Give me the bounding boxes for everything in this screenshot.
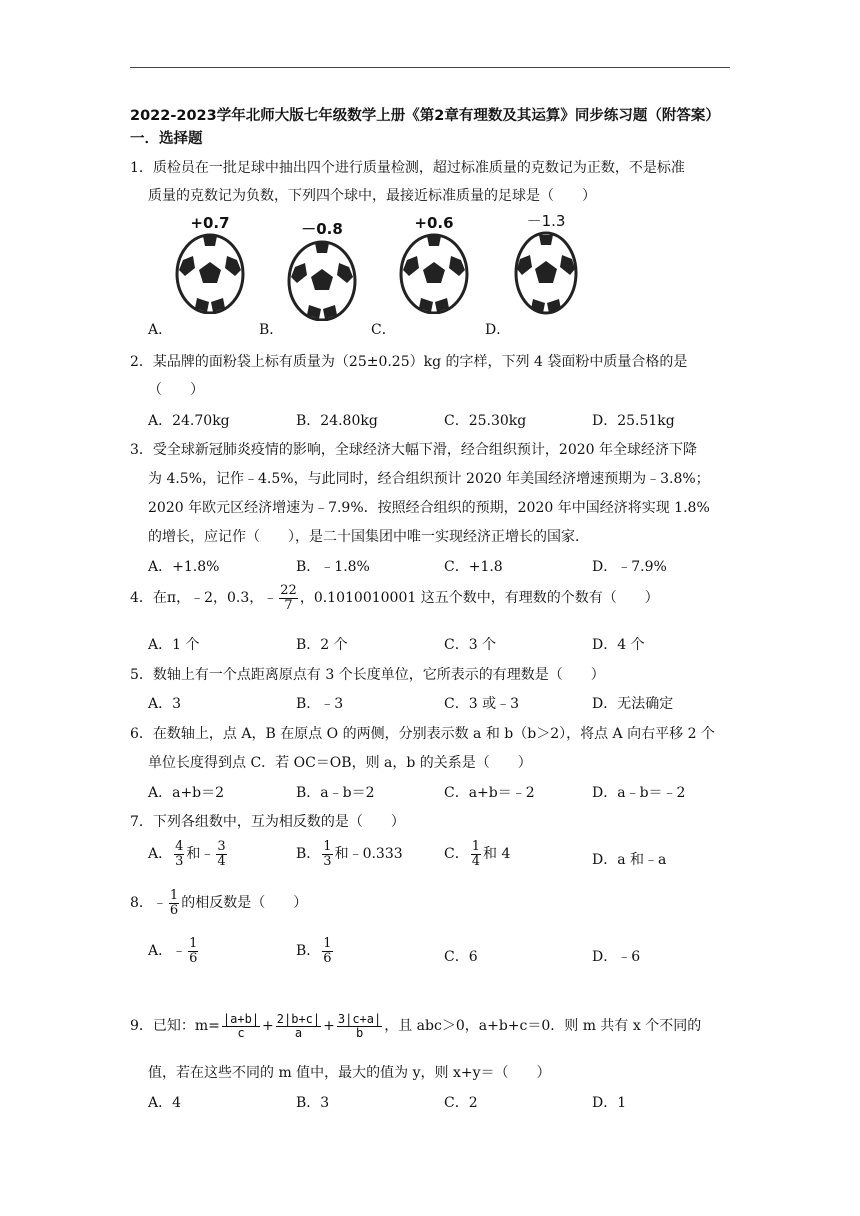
ball-b-label: －0.8 [301, 220, 343, 238]
ball-b [282, 218, 362, 325]
q6-option-d[interactable]: D．a﹣b＝﹣2 [592, 785, 686, 801]
q2-option-d[interactable]: D．25.51kg [592, 413, 675, 429]
q3-line4: 的增长，应记作（ ），是二十国集团中唯一实现经济正增长的国家． [148, 529, 589, 545]
q4-option-b[interactable]: B．2 个 [296, 637, 348, 653]
q8-pre: 8．﹣ [130, 895, 167, 912]
frac-num: 1 [471, 839, 480, 854]
q4-option-a[interactable]: A．1 个 [148, 637, 200, 653]
q7-line1: 7．下列各组数中，互为相反数的是（ ） [130, 814, 405, 830]
q7-a-mid: 和﹣ [186, 846, 215, 863]
q7-b-post: 和﹣0.333 [334, 846, 403, 863]
ball-a-label: +0.7 [190, 214, 230, 232]
q8-option-d[interactable] [592, 946, 640, 966]
soccer-ball-icon [175, 232, 245, 314]
q5-option-d[interactable]: D．无法确定 [592, 696, 674, 712]
frac-num: 1 [169, 888, 179, 903]
q7-d-label: D． [592, 852, 618, 868]
soccer-ball-icon [513, 231, 579, 315]
q8-line [130, 889, 307, 917]
q8-d-label: D． [592, 949, 618, 965]
q8-fraction [169, 889, 179, 917]
ball-d [506, 210, 586, 319]
frac-num: 1 [323, 839, 332, 854]
q9-frac3 [337, 1013, 382, 1039]
frac-den: 4 [217, 853, 226, 869]
document-title: 2022-2023学年北师大版七年级数学上册《第2章有理数及其运算》同步练习题（附答案） [130, 108, 720, 124]
q1-option-d[interactable]: D． [485, 322, 511, 338]
q7-b-label: B． [296, 846, 321, 863]
q9-pre: 9．已知：m= [130, 1018, 220, 1035]
q7-b-frac [322, 840, 332, 868]
frac-den: 6 [169, 902, 179, 918]
frac-num: 1 [323, 936, 332, 951]
q3-option-d[interactable]: D．﹣7.9% [592, 559, 667, 575]
q9-option-c[interactable]: C．2 [444, 1095, 478, 1111]
frac-den: c [237, 1025, 245, 1040]
q5-option-c[interactable]: C．3 或﹣3 [444, 696, 519, 712]
q7-option-a[interactable] [148, 840, 229, 868]
q8-option-b[interactable] [296, 937, 335, 965]
frac-den: b [355, 1025, 364, 1040]
frac-num: 2|b+c| [276, 1012, 321, 1026]
q8-c-text: 6 [468, 949, 478, 965]
frac-den: a [294, 1025, 303, 1040]
q4-post: ，0.1010010001 这五个数中，有理数的个数有（ ） [299, 590, 659, 607]
q9-option-b[interactable]: B．3 [296, 1095, 330, 1111]
frac-den: 3 [323, 853, 332, 869]
q1-option-a[interactable]: A． [148, 322, 173, 338]
q7-a-label: A． [148, 846, 173, 863]
q1-line2: 质量的克数记为负数，下列四个球中，最接近标准质量的足球是（ ） [148, 188, 596, 204]
q1-line1: 1．质检员在一批足球中抽出四个进行质量检测，超过标准质量的克数记为正数，不是标准 [130, 160, 685, 176]
header-rule [130, 67, 730, 68]
q9-plus1: + [262, 1018, 274, 1035]
q7-c-post: 和 4 [483, 846, 511, 863]
q6-option-a[interactable]: A．a+b＝2 [148, 785, 225, 801]
q7-a-frac2 [216, 840, 226, 868]
q8-option-a[interactable] [148, 937, 200, 965]
ball-c [394, 214, 474, 318]
q8-option-c[interactable] [444, 946, 478, 966]
q7-c-label: C． [444, 846, 469, 863]
q4-line [130, 584, 659, 612]
soccer-ball-icon [287, 239, 357, 321]
frac-den: 6 [323, 950, 332, 966]
q8-b-label: B． [296, 943, 321, 960]
q2-option-a[interactable]: A．24.70kg [148, 413, 230, 429]
q4-option-d[interactable]: D．4 个 [592, 637, 645, 653]
frac-num: 3 [217, 839, 226, 854]
q4-pre: 4．在π，﹣2，0.3，﹣ [130, 590, 278, 607]
frac-num: 4 [175, 839, 184, 854]
q2-option-b[interactable]: B．24.80kg [296, 413, 378, 429]
soccer-ball-icon [399, 232, 469, 314]
q7-option-b[interactable] [296, 840, 403, 868]
q9-line2: 值，若在这些不同的 m 值中，最大的值为 y，则 x+y＝（ ） [148, 1065, 551, 1081]
frac-num: |a+b| [222, 1012, 260, 1026]
q9-post: ，且 abc＞0，a+b+c＝0．则 m 共有 x 个不同的 [384, 1018, 702, 1035]
q8-b-frac [322, 937, 332, 965]
q8-a-pre: ﹣ [172, 943, 187, 960]
q7-option-c[interactable] [444, 840, 510, 868]
section-heading: 一．选择题 [130, 131, 203, 147]
q5-line1: 5．数轴上有一个点距离原点有 3 个长度单位，它所表示的有理数是（ ） [130, 667, 605, 683]
q3-line1: 3．受全球新冠肺炎疫情的影响，全球经济大幅下滑，经合组织预计，2020 年全球经济下降 [130, 442, 697, 458]
q3-option-b[interactable]: B．﹣1.8% [296, 559, 370, 575]
q3-option-c[interactable]: C．+1.8 [444, 559, 503, 575]
q6-option-c[interactable]: C．a+b＝﹣2 [444, 785, 535, 801]
q1-option-c[interactable]: C． [371, 322, 396, 338]
q8-a-frac [188, 937, 198, 965]
frac-num: 3|c+a| [337, 1012, 382, 1026]
q9-option-a[interactable]: A．4 [148, 1095, 182, 1111]
q9-plus2: + [323, 1018, 335, 1035]
q6-line2: 单位长度得到点 C．若 OC＝OB，则 a，b 的关系是（ ） [148, 755, 532, 771]
q5-option-a[interactable]: A．3 [148, 696, 182, 712]
q4-fraction [279, 584, 298, 612]
q9-option-d[interactable]: D．1 [592, 1095, 627, 1111]
q8-d-text: ﹣6 [617, 949, 641, 965]
q5-option-b[interactable]: B．﹣3 [296, 696, 344, 712]
q7-c-frac [471, 840, 481, 868]
frac-den: 4 [471, 853, 480, 869]
ball-d-label: －1.3 [526, 212, 566, 230]
q7-d-text: a 和﹣a [617, 852, 667, 868]
q9-frac2 [276, 1013, 321, 1039]
q9-frac1 [222, 1013, 260, 1039]
q2-option-c[interactable]: C．25.30kg [444, 413, 527, 429]
frac-num: 1 [189, 936, 198, 951]
ball-a [170, 214, 250, 318]
q8-a-label: A． [148, 943, 173, 960]
q4-frac-den: 7 [284, 597, 293, 613]
q8-post: 的相反数是（ ） [181, 895, 308, 912]
q4-frac-num: 22 [280, 583, 297, 598]
q4-option-c[interactable]: C．3 个 [444, 637, 497, 653]
frac-den: 6 [189, 950, 198, 966]
q7-option-d[interactable] [592, 849, 666, 869]
ball-c-label: +0.6 [414, 214, 454, 232]
q6-line1: 6．在数轴上，点 A，B 在原点 O 的两侧，分别表示数 a 和 b（b＞2），将点 A 向右平移 2 个 [130, 726, 715, 742]
q7-a-frac1 [174, 840, 184, 868]
frac-den: 3 [175, 853, 184, 869]
q9-line1 [130, 1013, 701, 1039]
q8-c-label: C． [444, 949, 469, 965]
q2-line2: （ ） [148, 382, 204, 398]
q3-line3: 2020 年欧元区经济增速为﹣7.9%．按照经合组织的预期，2020 年中国经济将实现 1.8% [148, 500, 710, 516]
q6-option-b[interactable]: B．a﹣b＝2 [296, 785, 375, 801]
q3-option-a[interactable]: A．+1.8% [148, 559, 220, 575]
q2-line1: 2．某品牌的面粉袋上标有质量为（25±0.25）kg 的字样，下列 4 袋面粉中质量合格的是 [130, 354, 688, 370]
q3-line2: 为 4.5%，记作﹣4.5%，与此同时，经合组织预计 2020 年美国经济增速预期为﹣3.8%； [148, 471, 710, 487]
q1-option-b[interactable]: B． [259, 322, 284, 338]
